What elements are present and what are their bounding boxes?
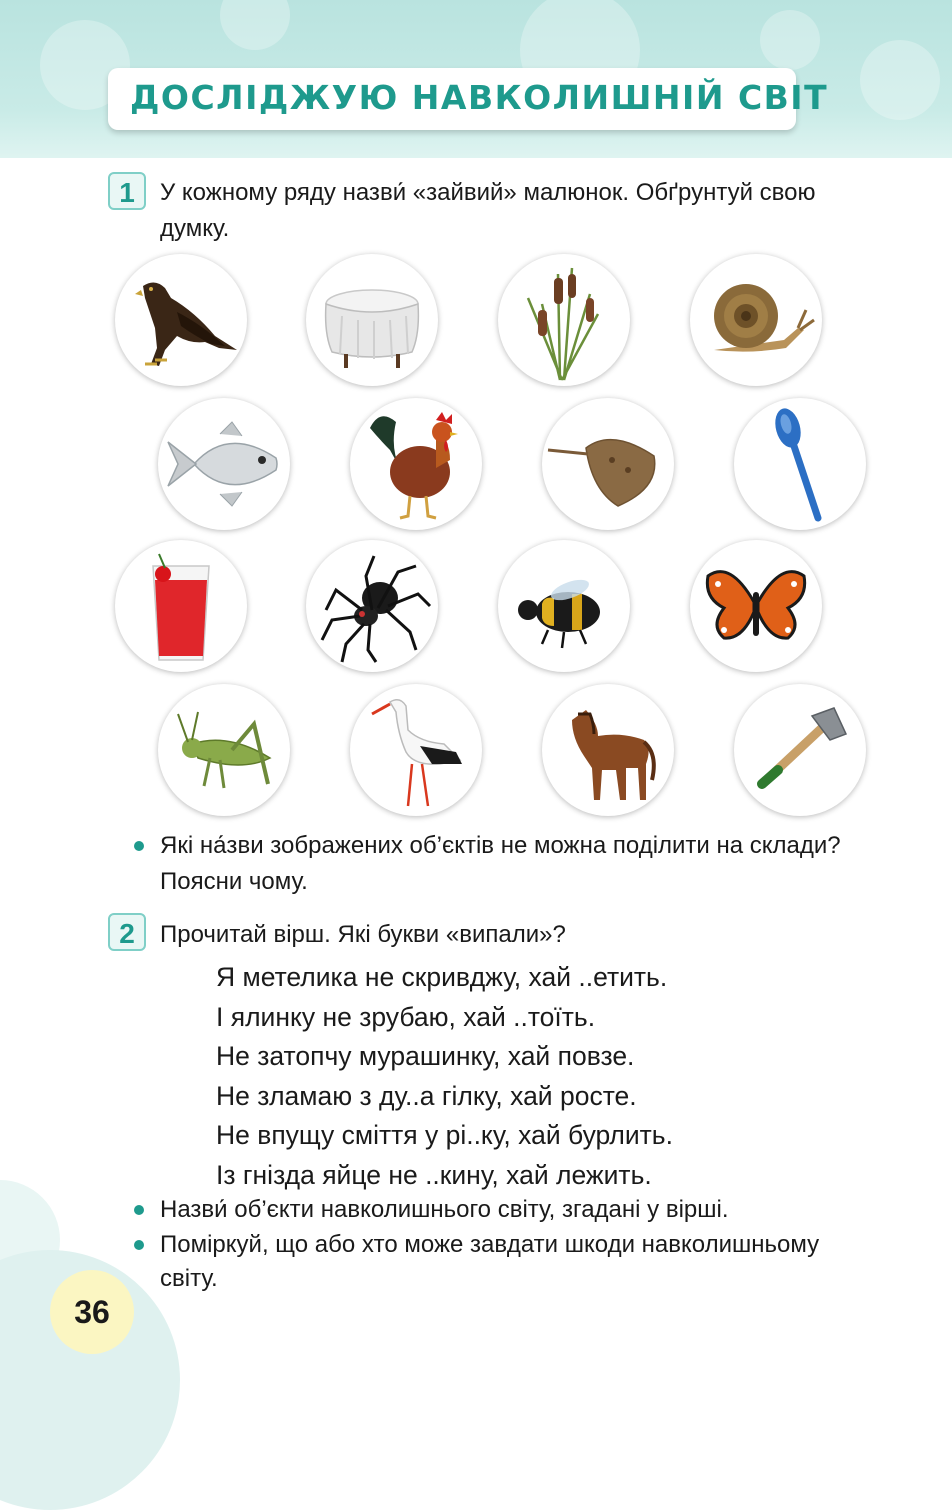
table-icon bbox=[306, 254, 438, 386]
picture-table[interactable] bbox=[306, 254, 438, 386]
picture-grasshopper[interactable] bbox=[158, 684, 290, 816]
bullet-dot bbox=[134, 1240, 144, 1250]
bumblebee-icon bbox=[498, 540, 630, 672]
spider-icon bbox=[306, 540, 438, 672]
task-1-text-line2: думку. bbox=[160, 215, 230, 242]
task-2-bullet-2-line1: Поміркуй, що або хто може завдати шкоди навколишньому bbox=[160, 1231, 820, 1258]
picture-spoon[interactable] bbox=[734, 398, 866, 530]
task-2-prompt: Прочитай вірш. Які букви «випали»? bbox=[160, 921, 566, 948]
picture-butterfly[interactable] bbox=[690, 540, 822, 672]
picture-rooster[interactable] bbox=[350, 398, 482, 530]
juice-icon bbox=[115, 540, 247, 672]
picture-horse[interactable] bbox=[542, 684, 674, 816]
task-1-bullet-line1: Які на́зви зображених об’єктів не можна поділити на склади? bbox=[160, 832, 841, 859]
poem-line: Не затопчу мурашинку, хай повзе. bbox=[216, 1041, 635, 1071]
picture-stingray[interactable] bbox=[542, 398, 674, 530]
poem-line: Я метелика не скривджу, хай ..етить. bbox=[216, 962, 668, 992]
poem-line: Не впущу сміття у рі..ку, хай бурлить. bbox=[216, 1120, 673, 1150]
task-1-text-line1: У кожному ряду назви́ «зайвий» малюнок. Обґрунтуй свою bbox=[160, 179, 816, 206]
task-2-number: 2 bbox=[108, 913, 146, 951]
bullet-dot bbox=[134, 841, 144, 851]
stingray-icon bbox=[542, 398, 674, 530]
picture-snail[interactable] bbox=[690, 254, 822, 386]
stork-icon bbox=[350, 684, 482, 816]
axe-icon bbox=[734, 684, 866, 816]
snail-icon bbox=[690, 254, 822, 386]
picture-fish[interactable] bbox=[158, 398, 290, 530]
picture-stork[interactable] bbox=[350, 684, 482, 816]
page-number: 36 bbox=[50, 1270, 134, 1354]
decor-bubble bbox=[760, 10, 820, 70]
picture-cattail[interactable] bbox=[498, 254, 630, 386]
picture-axe[interactable] bbox=[734, 684, 866, 816]
picture-spider[interactable] bbox=[306, 540, 438, 672]
picture-juice[interactable] bbox=[115, 540, 247, 672]
picture-bumblebee[interactable] bbox=[498, 540, 630, 672]
fish-icon bbox=[158, 398, 290, 530]
butterfly-icon bbox=[690, 540, 822, 672]
task-1-bullet-line2: Поясни чому. bbox=[160, 868, 308, 895]
task-1-number: 1 bbox=[108, 172, 146, 210]
poem-line: Із гнізда яйце не ..кину, хай лежить. bbox=[216, 1159, 652, 1190]
horse-icon bbox=[542, 684, 674, 816]
page-title: ДОСЛІДЖУЮ НАВКОЛИШНІЙ СВІТ bbox=[130, 78, 829, 117]
cattail-icon bbox=[498, 254, 630, 386]
poem-line: Не зламаю з ду..а гілку, хай росте. bbox=[216, 1080, 637, 1111]
picture-eagle[interactable] bbox=[115, 254, 247, 386]
poem bbox=[216, 958, 673, 1195]
task-2-bullet-2-line2: світу. bbox=[160, 1265, 218, 1292]
decor-bubble bbox=[220, 0, 290, 50]
eagle-icon bbox=[115, 254, 247, 386]
spoon-icon bbox=[734, 398, 866, 530]
task-2-bullet-1: Назви́ об’єкти навколишнього світу, згадані у вірші. bbox=[160, 1196, 729, 1223]
bullet-dot bbox=[134, 1205, 144, 1215]
decor-bubble bbox=[860, 40, 940, 120]
grasshopper-icon bbox=[158, 684, 290, 816]
rooster-icon bbox=[350, 398, 482, 530]
poem-line: І ялинку не зрубаю, хай ..тоїть. bbox=[216, 1001, 596, 1032]
